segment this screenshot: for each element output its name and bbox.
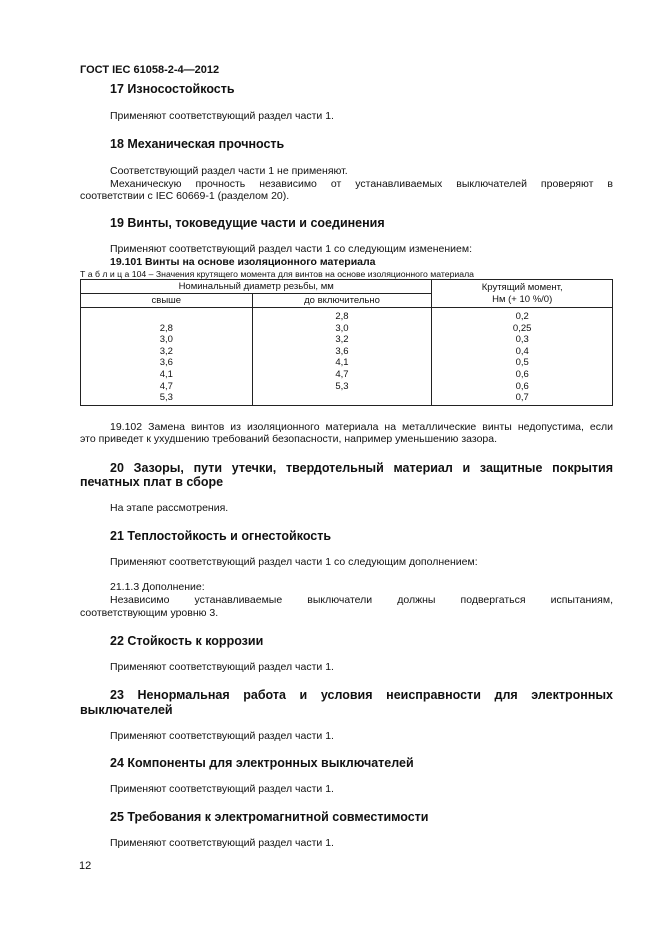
table-cell-over: 4,1 bbox=[159, 368, 173, 380]
table-cell-up-to: 5,3 bbox=[335, 380, 349, 392]
section-19-title: 19 Винты, токоведущие части и соединения bbox=[110, 216, 385, 230]
table-cell-over: 3,0 bbox=[159, 334, 173, 346]
column-up-to bbox=[252, 308, 432, 406]
section-19-102-text: 19.102 Замена винтов из изоляционного материала на металлические винты недопустима, если bbox=[110, 421, 613, 433]
section-23-title-cont: выключателей bbox=[80, 703, 173, 717]
section-22-text: Применяют соответствующий раздел части 1. bbox=[110, 661, 334, 673]
header-nominal-diameter: Номинальный диаметр резьбы, мм bbox=[81, 280, 432, 294]
table-cell-torque: 0,25 bbox=[512, 322, 532, 334]
table-cell-up-to: 3,6 bbox=[335, 345, 349, 357]
section-21-title: 21 Теплостойкость и огнестойкость bbox=[110, 529, 332, 543]
section-17-text: Применяют соответствующий раздел части 1. bbox=[110, 110, 334, 122]
section-21-text: Применяют соответствующий раздел части 1 со следующим дополнением: bbox=[110, 556, 478, 568]
table-cell-torque: 0,2 bbox=[515, 311, 529, 322]
section-18-text-2: Механическую прочность независимо от устанавливаемых выключателей проверяют в bbox=[110, 178, 613, 190]
column-over bbox=[81, 308, 253, 406]
table-cell-torque: 0,3 bbox=[515, 334, 529, 346]
table-cell-torque: 0,7 bbox=[515, 392, 529, 404]
section-19-101-title: 19.101 Винты на основе изоляционного материала bbox=[110, 256, 376, 268]
table-cell-up-to: 4,7 bbox=[335, 368, 349, 380]
table-cell-over: 5,3 bbox=[159, 392, 173, 404]
section-20-text: На этапе рассмотрения. bbox=[110, 502, 229, 514]
section-18-text-1: Соответствующий раздел части 1 не применяют. bbox=[110, 165, 348, 177]
table-cell-torque: 0,4 bbox=[515, 345, 529, 357]
section-21-1-3-text-cont: соответствующим уровню 3. bbox=[80, 607, 219, 619]
section-21-1-3-text: Независимо устанавливаемые выключатели должны подвергаться испытаниям, bbox=[110, 594, 613, 606]
header-torque-line-1: Крутящий момент, bbox=[481, 281, 563, 293]
section-20-title: 20 Зазоры, пути утечки, твердотельный материал и защитные покрытия bbox=[110, 461, 613, 475]
section-25-title: 25 Требования к электромагнитной совместимости bbox=[110, 810, 429, 824]
table-cell-over bbox=[81, 311, 252, 323]
section-17-title: 17 Износостойкость bbox=[110, 82, 235, 96]
table-caption: Т а б л и ц а 104 – Значения крутящего момента для винтов на основе изоляционного материала bbox=[80, 269, 474, 279]
table-cell-up-to: 4,1 bbox=[335, 357, 349, 369]
section-19-text: Применяют соответствующий раздел части 1 со следующим изменением: bbox=[110, 243, 472, 255]
header-up-to-inclusive: до включительно bbox=[252, 294, 432, 308]
header-torque bbox=[432, 280, 613, 308]
table-cell-over: 4,7 bbox=[159, 380, 173, 392]
table-cell-up-to: 3,0 bbox=[335, 322, 349, 334]
section-23-text: Применяют соответствующий раздел части 1. bbox=[110, 730, 334, 742]
section-18-text-2-cont: соответствии с IEC 60669-1 (разделом 20). bbox=[80, 190, 290, 202]
section-18-title: 18 Механическая прочность bbox=[110, 137, 285, 151]
section-22-title: 22 Стойкость к коррозии bbox=[110, 634, 264, 648]
table-cell-over: 2,8 bbox=[159, 322, 173, 334]
table-cell-over: 3,2 bbox=[159, 345, 173, 357]
document-header: ГОСТ IEC 61058-2-4—2012 bbox=[80, 64, 220, 76]
section-20-title-cont: печатных плат в сборе bbox=[80, 475, 224, 489]
table-cell-torque: 0,5 bbox=[515, 357, 529, 369]
table-cell-up-to bbox=[253, 392, 432, 404]
table-cell-up-to: 3,2 bbox=[335, 334, 349, 346]
page-number: 12 bbox=[79, 860, 92, 872]
table-cell-torque: 0,6 bbox=[515, 380, 529, 392]
torque-table bbox=[80, 279, 613, 406]
section-19-102-text-cont: это приведет к ухудшению требований безопасности, например уменьшению зазора. bbox=[80, 433, 498, 445]
header-torque-line-2: Нм (+ 10 %/0) bbox=[492, 293, 553, 305]
section-24-title: 24 Компоненты для электронных выключателей bbox=[110, 756, 414, 770]
table-cell-over: 3,6 bbox=[159, 357, 173, 369]
table-cell-torque: 0,6 bbox=[515, 368, 529, 380]
column-torque bbox=[432, 308, 613, 406]
section-25-text: Применяют соответствующий раздел части 1. bbox=[110, 837, 334, 849]
header-over: свыше bbox=[81, 294, 253, 308]
section-24-text: Применяют соответствующий раздел части 1. bbox=[110, 783, 334, 795]
table-cell-up-to: 2,8 bbox=[335, 311, 349, 322]
section-21-1-3-title: 21.1.3 Дополнение: bbox=[110, 581, 205, 593]
section-23-title: 23 Ненормальная работа и условия неисправности для электронных bbox=[110, 688, 613, 702]
